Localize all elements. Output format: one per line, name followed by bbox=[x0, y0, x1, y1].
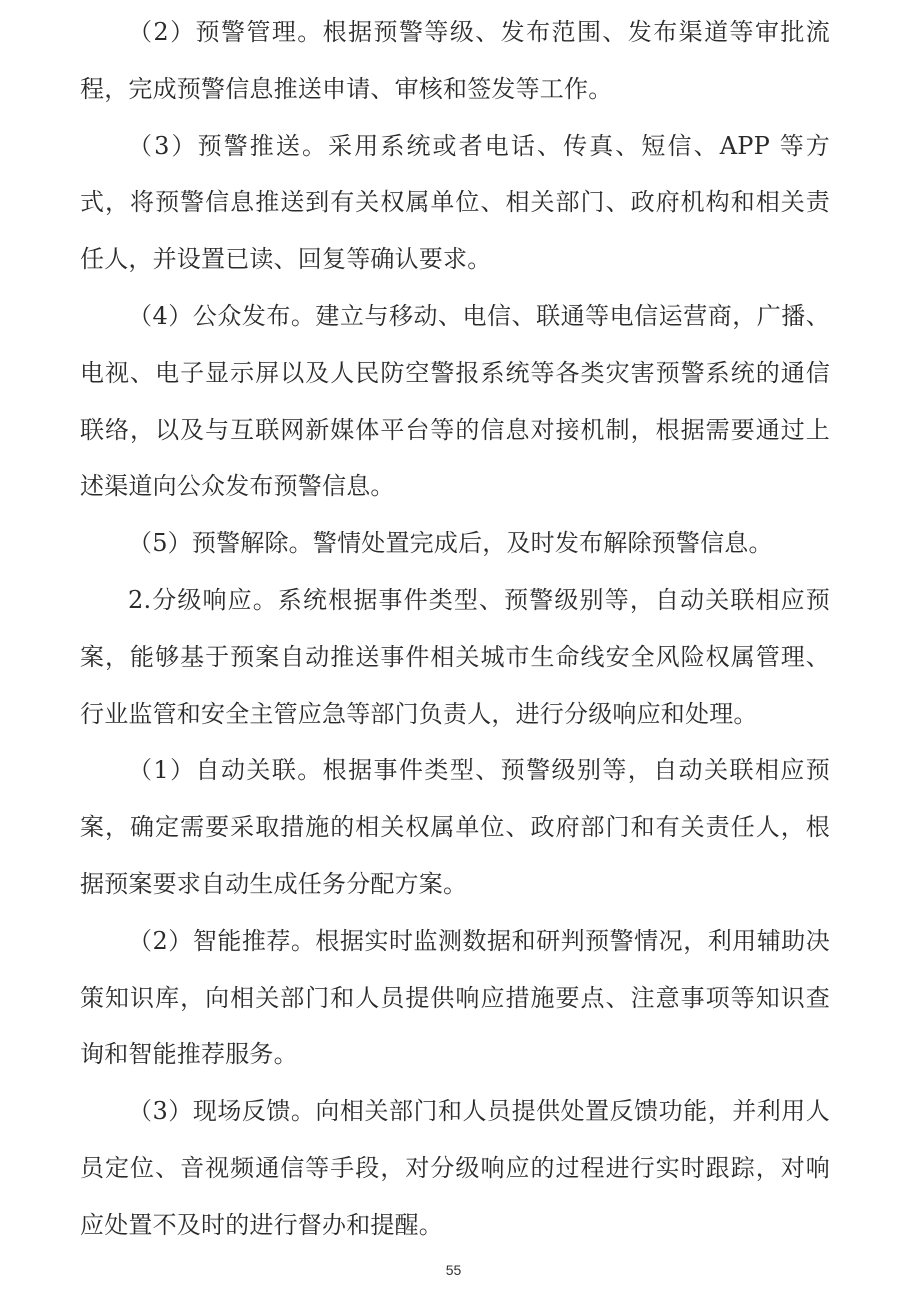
paragraph-smart-recommendation: （2）智能推荐。根据实时监测数据和研判预警情况，利用辅助决策知识库，向相关部门和人员提供响应措施要点、注意事项等知识查询和智能推荐服务。 bbox=[80, 926, 830, 1069]
paragraph-warning-management: （2）预警管理。根据预警等级、发布范围、发布渠道等审批流程，完成预警信息推送申请、审核和签发等工作。 bbox=[80, 18, 830, 103]
document-body bbox=[80, 4, 830, 1254]
paragraph-public-release: （4）公众发布。建立与移动、电信、联通等电信运营商，广播、电视、电子显示屏以及人民防空警报系统等各类灾害预警系统的通信联络，以及与互联网新媒体平台等的信息对接机制，根据需要通过上述渠道向公众发布预警信息。 bbox=[80, 301, 830, 501]
page-number: 55 bbox=[445, 1262, 462, 1278]
paragraph-warning-push: （3）预警推送。采用系统或者电话、传真、短信、APP 等方式，将预警信息推送到有关权属单位、相关部门、政府机构和相关责任人，并设置已读、回复等确认要求。 bbox=[80, 131, 830, 274]
paragraph-onsite-feedback: （3）现场反馈。向相关部门和人员提供处置反馈功能，并利用人员定位、音视频通信等手段，对分级响应的过程进行实时跟踪，对响应处置不及时的进行督办和提醒。 bbox=[80, 1097, 830, 1239]
paragraph-graded-response: 2.分级响应。系统根据事件类型、预警级别等，自动关联相应预案，能够基于预案自动推送事件相关城市生命线安全风险权属管理、行业监管和安全主管应急等部门负责人，进行分级响应和处理。 bbox=[80, 585, 830, 728]
paragraph-auto-association: （1）自动关联。根据事件类型、预警级别等，自动关联相应预案，确定需要采取措施的相关权属单位、政府部门和有关责任人，根据预案要求自动生成任务分配方案。 bbox=[80, 756, 830, 898]
paragraph-warning-release: （5）预警解除。警情处置完成后，及时发布解除预警信息。 bbox=[128, 529, 773, 558]
